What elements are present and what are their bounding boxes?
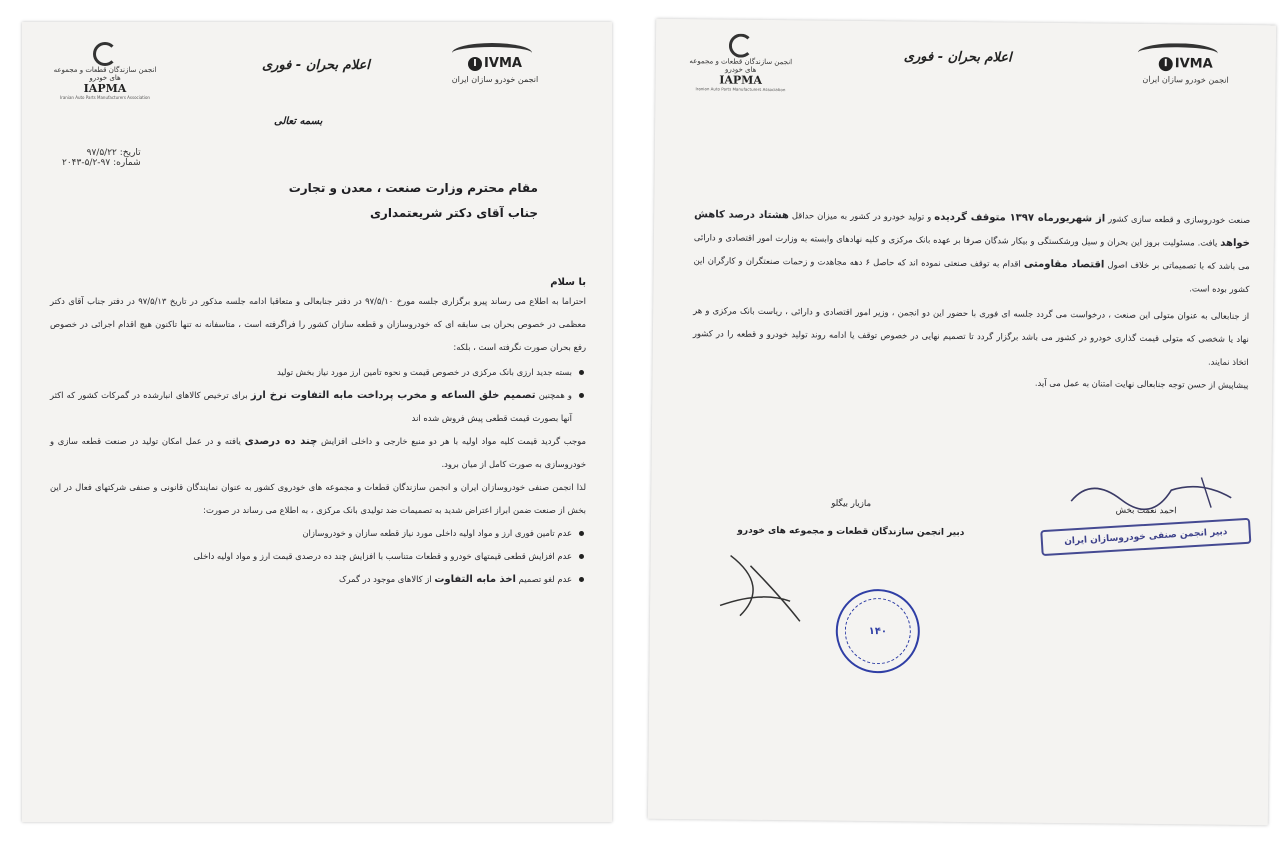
condition-1-text: عدم تامین فوری ارز و مواد اولیه داخلی مورد نیاز قطعه سازان و خودروسازان [302, 528, 572, 538]
iapma-english-name: Iranian Auto Parts Manufacturers Association [60, 95, 150, 100]
ivma-circle-icon: I [468, 57, 482, 71]
iapma-logo-text: IAPMA [83, 82, 127, 95]
condition-3 [50, 568, 586, 591]
greeting: با سلام [550, 277, 586, 288]
letter-body-page-2 [692, 203, 1250, 397]
paragraph-closing: پیشاپیش از حسن توجه جنابعالی نهایت امتنان به عمل می آید. [1034, 377, 1249, 390]
paragraph-1-d: اقدام به توقف صنعتی نموده اند که حاصل ۶ دهه مجاهدت و زحمات صنعتگران و کارگران این کشور بوده است. [693, 255, 1250, 295]
paragraph-halt-warning [693, 203, 1250, 301]
iapma-org-name: انجمن سازندگان قطعات و مجموعه های خودرو [689, 57, 793, 74]
ivma-logo [1136, 52, 1236, 85]
letter-page-1 [22, 22, 612, 822]
condition-3-bold: اخذ مابه التفاوت [434, 574, 516, 585]
bullet-1-text: بسته جدید ارزی بانک مرکزی در خصوص قیمت و نحوه تامین ارز مورد نیاز بخش تولید [276, 367, 572, 377]
paragraph-1-bold-2: هشتاد درصد کاهش خواهد [694, 209, 1250, 250]
urgent-header-title: اعلام بحران - فوری [262, 58, 370, 73]
bullet-2-pre: و همچنین [538, 390, 572, 400]
basmala: بسمه تعالی [274, 116, 323, 127]
stamp-ivma [1040, 518, 1251, 556]
ivma-arc-icon [452, 43, 532, 63]
bullet-exchange-rate-decision [50, 384, 586, 430]
letter-page-2 [648, 19, 1276, 825]
iapma-org-name: انجمن سازندگان قطعات و مجموعه های خودرو [53, 66, 157, 82]
signature-scribble-icon [1051, 471, 1251, 513]
letter-body-page-1 [50, 290, 586, 591]
letter-date: تاریخ: ۹۷/۵/۲۲ [86, 148, 141, 158]
ivma-logo [450, 52, 540, 84]
iapma-logo [50, 42, 160, 100]
paragraph-1-a: صنعت خودروسازی و قطعه سازی کشور [1108, 213, 1251, 226]
ivma-org-name: انجمن خودرو سازان ایران [451, 75, 539, 84]
paragraph-1: احتراما به اطلاع می رساند پیرو برگزاری جلسه مورخ ۹۷/۵/۱۰ در دفتر جنابعالی و متعاقبا ادامه جلسه مذکور در تاریخ ۹۷/۵/۱۳ در دفتر جناب آقای دکتر معظمی در خصوص بحران بی سابقه ای که خودروسازان و قطعه سازان کشور را فراگرفته است ، متاسفانه نه تنها تاکنون هیچ اقدام اجرائی در خصوص رفع بحران صورت نگرفته است ، بلکه: [50, 296, 586, 352]
paragraph-1-bold-3: اقتصاد مقاومتی [1023, 258, 1105, 271]
addressee-block [289, 176, 538, 226]
ivma-arc-icon [1138, 43, 1218, 64]
paragraph-3: لذا انجمن صنفی خودروسازان ایران و انجمن سازندگان قطعات و مجموعه های خودروی کشور به عنوان نمایندگان قانونی و صنفی شرکتهای فعال در این بخش از صنعت ضمن ابراز اعتراض شدید به تصمیمات ضد تولیدی بانک مرکزی ، به اطلاع می رساند در صورت: [50, 482, 586, 515]
bullet-2-bold: تصمیم خلق الساعه و مخرب پرداخت مابه التفاوت نرخ ارز [250, 390, 536, 401]
paragraph-2-post: یافته و در عمل امکان تولید در صنعت قطعه سازی و خودروسازی به صورت کامل از میان برود. [50, 436, 586, 469]
signature-block-iapma [731, 498, 971, 539]
paragraph-1-b: و تولید خودرو در کشور به میزان حداقل [791, 210, 932, 222]
letter-meta [62, 148, 141, 168]
letter-number: شماره: ۹۷-۵/۲-۲۰۴۳ [62, 158, 141, 168]
signatory-name-right: احمد نعمت بخش [1115, 505, 1177, 517]
urgent-header-title: اعلام بحران - فوری [903, 49, 1012, 66]
paragraph-1-c: یافت. مسئولیت بروز این بحران و سیل ورشکستگی و بیکار شدگان صرفا بر عهده بانک مرکزی و کلیه نهادهای وابسته به وزارت امور اقتصادی و دارائی می باشد که با تصمیماتی بر خلاف اصول [693, 232, 1250, 272]
iapma-crescent-icon [729, 34, 753, 58]
ivma-logo-text: IVMA [1174, 56, 1213, 72]
iapma-logo-text: IAPMA [719, 73, 762, 87]
condition-2-text: عدم افزایش قطعی قیمتهای خودرو و قطعات متناسب با افزایش چند ده درصدی قیمت ارز و مواد اولیه داخلی [193, 551, 572, 561]
iapma-english-name: Iranian Auto Parts Manufacturers Association [695, 86, 786, 93]
signatory-title-right: دبیر انجمن صنفی خودروسازان ایران [1063, 527, 1228, 547]
ivma-org-name: انجمن خودرو سازان ایران [1142, 74, 1229, 85]
condition-2 [50, 545, 586, 568]
paragraph-2-pre: موجب گردید قیمت کلیه مواد اولیه با هر دو منبع خارجی و داخلی افزایش [321, 436, 587, 446]
signature-block-ivma [1041, 501, 1251, 551]
signatory-title-left: دبیر انجمن سازندگان قطعات و مجموعه های خودرو [737, 525, 965, 539]
stamp-iapma-circle [835, 589, 920, 674]
ivma-circle-icon: I [1159, 57, 1173, 71]
stamp-number: ۱۴۰ [844, 598, 911, 665]
addressee-ministry: مقام محترم وزارت صنعت ، معدن و تجارت [288, 181, 538, 195]
iapma-logo [685, 33, 796, 92]
signatory-name-left: مازیار بیگلو [831, 498, 872, 510]
bullet-2-post: برای ترخیص کالاهای انبارشده در گمرکات کشور که اکثر آنها بصورت قیمت قطعی پیش فروش شده اند [50, 390, 572, 423]
condition-1 [50, 522, 586, 545]
bullet-currency-package [50, 361, 586, 384]
paragraph-2-bold: چند ده درصدی [244, 436, 318, 447]
signature-scribble-icon [710, 545, 831, 626]
condition-3-pre: عدم لغو تصمیم [518, 574, 572, 584]
ivma-logo-text: IVMA [484, 56, 522, 71]
paragraph-2 [50, 430, 586, 476]
condition-3-post: از کالاهای موجود در گمرک [339, 574, 432, 584]
iapma-crescent-icon [93, 42, 117, 66]
paragraph-1-bold-1: از شهریورماه ۱۳۹۷ متوقف گردیده [934, 211, 1106, 225]
addressee-minister: جناب آقای دکتر شریعتمداری [369, 206, 538, 220]
paragraph-meeting-request: از جنابعالی به عنوان متولی این صنعت ، درخواست می گردد جلسه ای فوری با حضور این دو انجمن ، وزیر امور اقتصادی و دارائی ، ریاست بانک مرکزی و هر نهاد یا شخصی که متولی قیمت گذاری خودرو در کشور می باشد برگزار گردد تا تصمیم نهایی در خصوص توقف یا ادامه روند تولید خودرو و قطعه را در کشور اتخاذ نمایند. [692, 305, 1250, 367]
